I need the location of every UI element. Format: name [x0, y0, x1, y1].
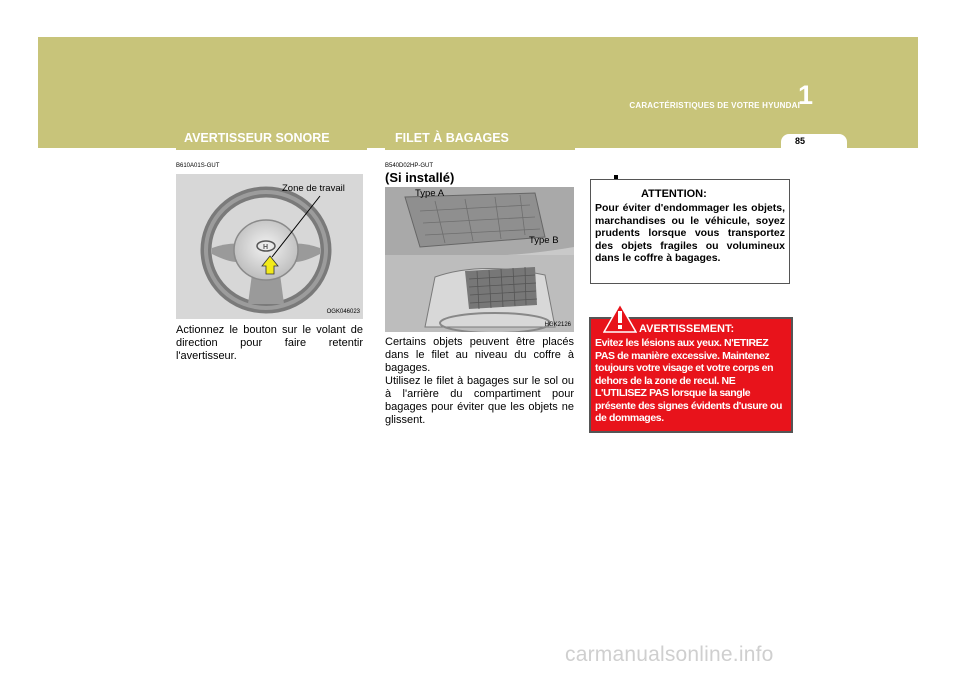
horn-code: B610A01S-GUT	[176, 163, 220, 169]
warning-title: AVERTISSEMENT:	[639, 323, 735, 335]
net-figure-code: HGK2126	[544, 322, 571, 328]
caution-text: Pour éviter d'endommager les objets, marchandises ou le véhicule, soyez prudents lorsque vous transportez des objets fragiles ou volumineux dans le coffre à bagages.	[595, 202, 785, 264]
net-body-text-1: Certains objets peuvent être placés dans le filet au niveau du coffre à bagages.	[385, 336, 574, 374]
watermark: carmanualsonline.info	[565, 643, 774, 666]
net-subtitle: (Si installé)	[385, 170, 455, 185]
warning-triangle-icon	[603, 303, 637, 333]
horn-figure-code: OGK046023	[326, 309, 360, 315]
figure-label-type-a: Type A	[415, 188, 445, 199]
section-title-net: FILET À BAGAGES	[395, 131, 509, 145]
section-title-horn: AVERTISSEUR SONORE	[184, 131, 330, 145]
cargo-net-illustration	[385, 187, 574, 332]
warning-box	[589, 317, 793, 433]
horn-body-text: Actionnez le bouton sur le volant de direction pour faire retentir l'avertisseur.	[176, 324, 363, 362]
net-code: B540D02HP-GUT	[385, 163, 434, 169]
steering-wheel-illustration	[176, 174, 363, 319]
page-number: 85	[794, 136, 805, 146]
horn-figure	[176, 174, 363, 319]
horn-body	[176, 324, 363, 363]
net-figure	[385, 187, 574, 332]
caution-title: ATTENTION:	[641, 188, 707, 200]
figure-label-work-zone: Zone de travail	[282, 183, 345, 194]
warning-text: Evitez les lésions aux yeux. N'ETIREZ PAS de manière excessive. Maintenez toujours votre visage et votre corps en dehors de la zone de recul. NE L'UTILISEZ PAS lorsque la sangle présente des signes évidents d'usure ou de dommages.	[595, 337, 783, 424]
net-body	[385, 336, 574, 427]
caution-box	[590, 179, 790, 284]
figure-label-type-b: Type B	[529, 235, 559, 246]
chapter-title: CARACTÉRISTIQUES DE VOTRE HYUNDAI	[629, 101, 800, 110]
svg-text:H: H	[263, 244, 269, 251]
chapter-number: 1	[798, 80, 814, 110]
net-body-text-2: Utilisez le filet à bagages sur le sol ou à l'arrière du compartiment pour bagages pour éviter que les objets ne glissent.	[385, 375, 574, 426]
